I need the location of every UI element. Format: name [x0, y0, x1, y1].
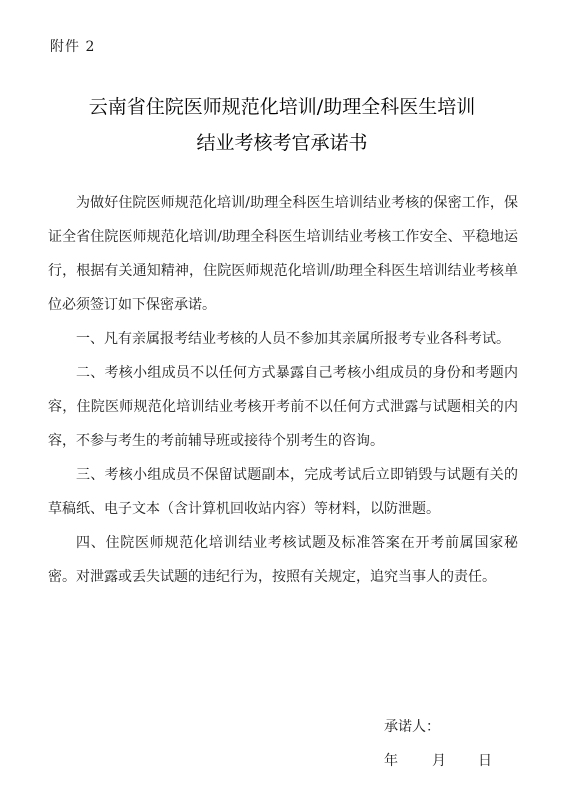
date-day-label: 日 [478, 753, 492, 769]
paragraph-item-2: 二、考核小组成员不以任何方式暴露自己考核小组成员的身份和考题内容，住院医师规范化培训结业考核开考前不以任何方式泄露与试题相关的内容，不参与考生的考前辅导班或接待个别考生的咨询。 [48, 365, 518, 449]
signature-label: 承诺人： [384, 719, 440, 735]
title-line-1: 云南省住院医师规范化培训/助理全科医生培训 [88, 96, 476, 118]
paragraph-item-3: 三、考核小组成员不保留试题副本，完成考试后立即销毁与试题有关的草稿纸、电子文本（含计算机回收站内容）等材料，以防泄题。 [48, 467, 518, 517]
date-year-label: 年 [384, 753, 398, 769]
attachment-label: 附件 2 [50, 39, 96, 55]
title-line-2: 结业考核考官承诺书 [196, 132, 368, 154]
document-body [48, 186, 518, 594]
paragraph-item-4: 四、住院医师规范化培训结业考核试题及标准答案在开考前属国家秘密。对泄露或丢失试题的违纪行为，按照有关规定，追究当事人的责任。 [48, 535, 518, 585]
paragraph-intro: 为做好住院医师规范化培训/助理全科医生培训结业考核的保密工作，保证全省住院医师规范化培训/助理全科医生培训结业考核工作安全、平稳地运行，根据有关通知精神，住院医师规范化培训/助理全科医生培训结业考核单位必须签订如下保密承诺。 [48, 195, 518, 313]
date-month-label: 月 [432, 753, 446, 769]
paragraph-item-1: 一、凡有亲属报考结业考核的人员不参加其亲属所报考专业各科考试。 [76, 331, 510, 347]
date-line [384, 750, 492, 770]
